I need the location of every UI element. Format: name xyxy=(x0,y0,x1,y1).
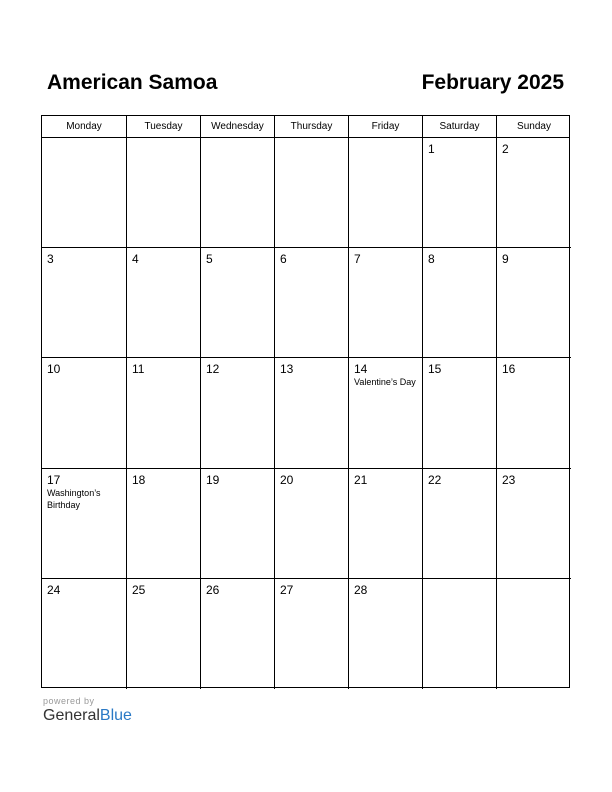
day-cell-10 xyxy=(42,358,127,469)
day-number: 13 xyxy=(280,362,294,376)
day-cell-5 xyxy=(201,248,275,358)
day-number: 19 xyxy=(206,473,220,487)
day-number: 12 xyxy=(206,362,220,376)
day-cell-16 xyxy=(497,358,571,469)
holiday-label: Valentine’s Day xyxy=(354,377,416,387)
day-number: 7 xyxy=(354,252,361,266)
weekday-sunday: Sunday xyxy=(517,121,551,132)
day-number: 25 xyxy=(132,583,146,597)
day-cell-27 xyxy=(275,579,349,689)
day-number: 8 xyxy=(428,252,435,266)
weekday-friday: Friday xyxy=(349,116,423,137)
weekday-monday: Monday xyxy=(42,116,127,137)
day-number: 24 xyxy=(47,583,61,597)
day-number: 6 xyxy=(280,252,287,266)
day-number: 26 xyxy=(206,583,220,597)
day-number: 10 xyxy=(47,362,61,376)
weekday-saturday: Saturday xyxy=(423,116,497,137)
weekday-wednesday: Wednesday xyxy=(201,116,275,137)
day-number: 1 xyxy=(428,142,435,156)
day-cell-28 xyxy=(349,579,423,689)
day-cell-9 xyxy=(497,248,571,358)
day-cell-empty xyxy=(497,579,571,689)
month-title: February 2025 xyxy=(421,71,564,94)
brand-logo[interactable] xyxy=(43,707,132,725)
day-number: 28 xyxy=(354,583,368,597)
day-number: 9 xyxy=(502,252,509,266)
brand-general: General xyxy=(43,707,100,724)
footer-branding xyxy=(43,696,132,725)
day-cell-3 xyxy=(42,248,127,358)
day-cell-18 xyxy=(127,469,201,579)
day-number: 22 xyxy=(428,473,442,487)
holiday-label: Washington’s Birthday xyxy=(47,488,101,510)
weekday-tuesday: Tuesday xyxy=(127,116,201,137)
day-cell-7 xyxy=(349,248,423,358)
day-cell-6 xyxy=(275,248,349,358)
day-number: 23 xyxy=(502,473,516,487)
calendar-grid xyxy=(41,115,570,688)
day-cell-2 xyxy=(497,138,571,248)
day-cell-21 xyxy=(349,469,423,579)
day-cell-empty xyxy=(275,138,349,248)
day-cell-23 xyxy=(497,469,571,579)
brand-blue: Blue xyxy=(99,707,132,724)
day-cell-22 xyxy=(423,469,497,579)
weekday-thursday: Thursday xyxy=(275,116,349,137)
day-cell-4 xyxy=(127,248,201,358)
day-cell-17 xyxy=(42,469,127,579)
day-cell-empty xyxy=(201,138,275,248)
region-title: American Samoa xyxy=(47,71,218,94)
day-cell-12 xyxy=(201,358,275,469)
powered-by-label: powered by xyxy=(43,696,95,706)
day-cell-13 xyxy=(275,358,349,469)
day-number: 20 xyxy=(280,473,294,487)
day-number: 4 xyxy=(132,252,139,266)
day-cell-20 xyxy=(275,469,349,579)
day-number: 15 xyxy=(428,362,442,376)
day-number: 5 xyxy=(206,252,213,266)
day-number: 17 xyxy=(47,473,61,487)
day-number: 16 xyxy=(502,362,516,376)
weekday-header-row xyxy=(42,116,569,138)
day-cell-8 xyxy=(423,248,497,358)
day-number: 21 xyxy=(354,473,368,487)
day-cell-15 xyxy=(423,358,497,469)
day-number: 2 xyxy=(502,142,509,156)
day-cell-1 xyxy=(423,138,497,248)
day-number: 18 xyxy=(132,473,146,487)
day-cell-empty xyxy=(349,138,423,248)
day-cell-26 xyxy=(201,579,275,689)
day-number: 11 xyxy=(132,362,145,376)
day-cell-25 xyxy=(127,579,201,689)
day-cell-empty xyxy=(127,138,201,248)
day-number: 14 xyxy=(354,362,368,376)
day-cell-19 xyxy=(201,469,275,579)
day-number: 27 xyxy=(280,583,294,597)
day-cell-24 xyxy=(42,579,127,689)
day-cell-empty xyxy=(423,579,497,689)
day-cell-empty xyxy=(42,138,127,248)
day-cell-14 xyxy=(349,358,423,469)
day-cell-11 xyxy=(127,358,201,469)
day-number: 3 xyxy=(47,252,54,266)
